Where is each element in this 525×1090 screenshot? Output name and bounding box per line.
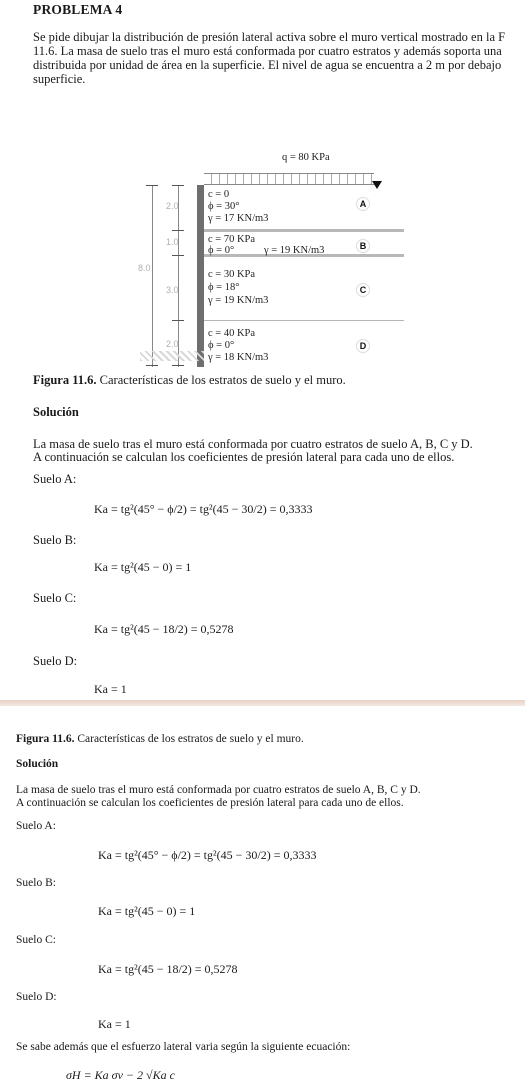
closing-line: Se sabe además que el esfuerzo lateral varia según la siguiente ecuación: <box>16 1041 351 1053</box>
intro-line: A continuación se calculan los coeficientes de presión lateral para cada uno de ellos. <box>33 450 455 464</box>
layer-boundary-ab <box>204 229 404 232</box>
layer-d-tag: D <box>356 339 370 353</box>
surcharge-hatch <box>204 173 374 185</box>
layer-thickness-label: 2.0 <box>166 339 179 349</box>
layer-b-friction: ϕ = 0° <box>208 245 235 256</box>
soil-b-label: Suelo B: <box>33 533 77 547</box>
layer-thickness-label: 3.0 <box>166 285 179 295</box>
layer-thickness-label: 1.0 <box>166 237 179 247</box>
caption-text: Características de los estratos de suelo y el muro. <box>74 733 304 745</box>
dimension-tick <box>172 255 184 256</box>
layer-c-friction: ϕ = 18° <box>208 282 240 293</box>
lateral-stress-equation: σH = Ka σv − 2 √Ka c <box>66 1068 175 1082</box>
soil-a-formula: Ka = tg²(45° − ϕ/2) = tg²(45 − 30/2) = 0,3333 <box>98 848 317 862</box>
layer-d-cohesion: c = 40 KPa <box>208 328 256 339</box>
soil-c-formula: Ka = tg²(45 − 18/2) = 0,5278 <box>98 962 238 976</box>
layer-thickness-label: 2.0 <box>166 201 179 211</box>
layer-b-unit-weight: γ = 19 KN/m3 <box>264 245 325 256</box>
soil-a-label: Suelo A: <box>16 820 56 832</box>
statement-line: 11.6. La masa de suelo tras el muro está conformada por cuatro estratos y además soporta una <box>33 44 502 58</box>
document-page-bottom <box>0 706 525 1090</box>
soil-d-formula: Ka = 1 <box>94 682 127 696</box>
soil-a-label: Suelo A: <box>33 472 77 486</box>
solution-heading: Solución <box>16 758 59 770</box>
layer-b-cohesion: c = 70 KPa <box>208 234 256 245</box>
statement-line: Se pide dibujar la distribución de presión lateral activa sobre el muro vertical mostrado en la F <box>33 30 506 44</box>
total-height-label: 8.0 <box>138 263 151 273</box>
layer-c-tag: C <box>356 283 370 297</box>
layer-c-unit-weight: γ = 19 KN/m3 <box>208 295 269 306</box>
layer-a-tag: A <box>356 197 370 211</box>
caption-text: Características de los estratos de suelo y el muro. <box>96 373 346 387</box>
dimension-tick <box>146 365 158 366</box>
layer-a-cohesion: c = 0 <box>208 189 230 200</box>
solution-heading: Solución <box>33 405 79 419</box>
total-height-dimension <box>152 185 153 367</box>
surcharge-label: q = 80 KPa <box>282 152 330 163</box>
layer-b-tag: B <box>356 239 370 253</box>
statement-line: distribuida por unidad de área en la superficie. El nivel de agua se encuentra a 2 m por debajo <box>33 58 502 72</box>
soil-d-formula: Ka = 1 <box>98 1017 131 1031</box>
caption-label: Figura 11.6. <box>16 733 75 745</box>
intro-line: A continuación se calculan los coeficientes de presión lateral para cada uno de ellos. <box>16 797 404 809</box>
dimension-tick <box>172 365 184 366</box>
layer-d-friction: ϕ = 0° <box>208 340 235 351</box>
soil-b-label: Suelo B: <box>16 877 56 889</box>
soil-b-formula: Ka = tg²(45 − 0) = 1 <box>94 560 192 574</box>
figure-caption <box>33 373 346 387</box>
caption-label: Figura 11.6. <box>33 373 97 387</box>
soil-b-formula: Ka = tg²(45 − 0) = 1 <box>98 904 196 918</box>
water-table-icon <box>372 181 382 189</box>
soil-c-label: Suelo C: <box>16 934 56 946</box>
retaining-wall <box>197 185 204 367</box>
problem-title: PROBLEMA 4 <box>33 2 123 17</box>
base-hatch <box>140 351 204 361</box>
soil-strata-figure <box>138 145 520 363</box>
layer-d-unit-weight: γ = 18 KN/m3 <box>208 352 269 363</box>
layer-boundary-cd <box>204 320 404 321</box>
soil-a-formula: Ka = tg²(45° − ϕ/2) = tg²(45 − 30/2) = 0,3333 <box>94 502 313 516</box>
soil-c-formula: Ka = tg²(45 − 18/2) = 0,5278 <box>94 622 234 636</box>
statement-line: superficie. <box>33 72 86 86</box>
layer-c-cohesion: c = 30 KPa <box>208 269 256 280</box>
soil-d-label: Suelo D: <box>33 654 78 668</box>
intro-line: La masa de suelo tras el muro está conformada por cuatro estratos de suelo A, B, C y D. <box>16 784 421 796</box>
figure-caption <box>16 733 304 746</box>
soil-d-label: Suelo D: <box>16 991 57 1003</box>
layer-a-unit-weight: γ = 17 KN/m3 <box>208 213 269 224</box>
dimension-tick <box>146 185 158 186</box>
dimension-tick <box>172 185 184 186</box>
intro-line: La masa de suelo tras el muro está conformada por cuatro estratos de suelo A, B, C y D. <box>33 437 473 451</box>
soil-c-label: Suelo C: <box>33 591 77 605</box>
dimension-tick <box>172 230 184 231</box>
dimension-tick <box>172 320 184 321</box>
layer-a-friction: ϕ = 30° <box>208 201 240 212</box>
